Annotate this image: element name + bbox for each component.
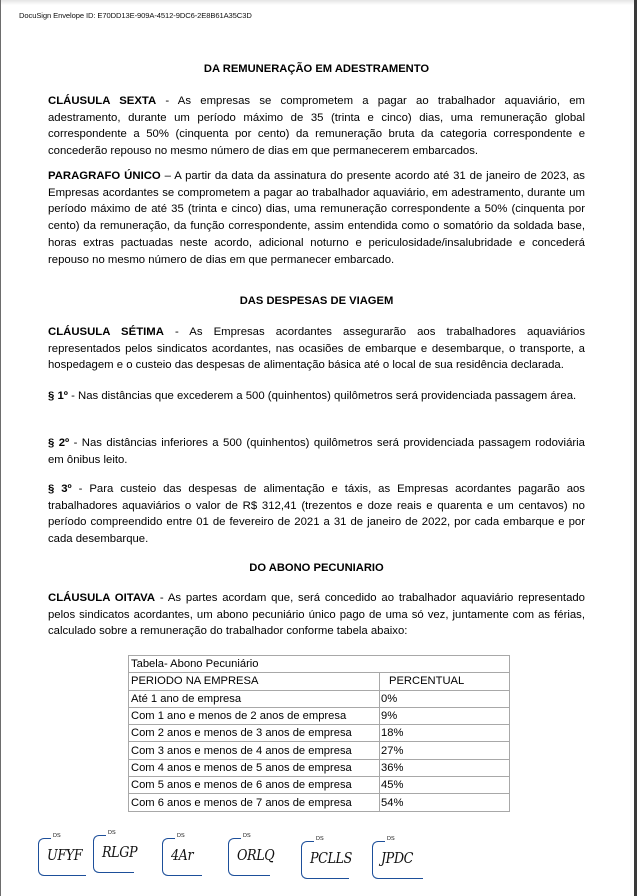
- row-periodo: Até 1 ano de empresa: [129, 690, 380, 707]
- row-percentual: 0%: [380, 690, 510, 707]
- clausula-setima: [48, 324, 585, 374]
- table-row: [129, 707, 510, 724]
- paragrafo-1-text: - Nas distâncias que excederem a 500 (quinhentos) quilômetros será providenciada passagem área.: [67, 390, 577, 402]
- heading-abono: DO ABONO PECUNIARIO: [249, 562, 384, 574]
- heading-despesas: DAS DESPESAS DE VIAGEM: [239, 295, 394, 307]
- row-percentual: 45%: [380, 777, 510, 794]
- row-percentual: 54%: [380, 794, 510, 811]
- heading-remuneracao: DA REMUNERAÇÃO EM ADESTRAMENTO: [203, 63, 430, 75]
- row-periodo: Com 3 anos e menos de 4 anos de empresa: [129, 742, 380, 759]
- table-title: Tabela- Abono Pecuniário: [129, 656, 510, 673]
- paragrafo-unico-text: – A partir da data da assinatura do presente acordo até 31 de janeiro de 2023, as Empresas acordantes se comprometem a pagar ao trabalhador aquaviário, em adestramento, durante um período máximo de até 35 (trinta e cinco) dias, uma remuneração correspondente a 50% (cinquenta por cento) da remuneração, da função correspondente, assim entendida como o somatório da soldada base, horas extras pactuadas neste acordo, adicional noturno e periculosidade/insalubridade e concederá repouso no mesmo número de dias em que permanecer embarcado.: [48, 170, 585, 266]
- initials-box[interactable]: [162, 833, 202, 876]
- initials-signature: 4Ar: [171, 846, 194, 864]
- table-header-row: [129, 673, 510, 690]
- row-percentual: 9%: [380, 707, 510, 724]
- ds-tag: DS: [177, 833, 185, 839]
- abono-table: [128, 655, 510, 812]
- ds-tag: DS: [53, 833, 61, 839]
- row-percentual: 27%: [380, 742, 510, 759]
- docusign-envelope-id: DocuSign Envelope ID: E70DD13E-909A-4512-9DC6-2E8B61A35C3D: [19, 11, 252, 20]
- header-periodo: PERIODO NA EMPRESA: [129, 673, 380, 690]
- clausula-sexta: [48, 93, 585, 160]
- table-row: [129, 777, 510, 794]
- initials-signature: JPDC: [381, 849, 413, 867]
- clausula-setima-text: - As Empresas acordantes assegurarão aos trabalhadores aquaviários representados pelos sindicatos acordantes, nas ocasiões de embarque e desembarque, o transporte, a hospedagem e o custeio das despesas de alimentação básica até o local de sua residência declarada.: [48, 326, 585, 372]
- row-percentual: 18%: [380, 725, 510, 742]
- table-row: [129, 725, 510, 742]
- row-periodo: Com 6 anos e menos de 7 anos de empresa: [129, 794, 380, 811]
- ds-tag: DS: [316, 836, 324, 842]
- row-periodo: Com 1 ano e menos de 2 anos de empresa: [129, 707, 380, 724]
- initials-signature: PCLLS: [310, 849, 352, 867]
- table-row: [129, 742, 510, 759]
- page-top-edge: [1, 0, 634, 5]
- paragrafo-2-text: - Nas distâncias inferiores a 500 (quinhentos) quilômetros será providenciada passagem rodoviária em ônibus leito.: [48, 437, 585, 466]
- ds-tag: DS: [243, 833, 251, 839]
- row-percentual: 36%: [380, 759, 510, 776]
- paragrafo-unico-label: PARAGRAFO ÚNICO: [48, 170, 161, 182]
- ds-tag: DS: [387, 836, 395, 842]
- header-percentual: PERCENTUAL: [380, 673, 510, 690]
- initials-signature: UFYF: [47, 846, 83, 864]
- initials-signature: ORLQ: [237, 846, 275, 864]
- clausula-oitava-label: CLÁUSULA OITAVA: [48, 592, 156, 604]
- clausula-setima-label: CLÁUSULA SÉTIMA: [48, 326, 164, 338]
- paragrafo-1-label: § 1º: [48, 390, 68, 402]
- initials-box[interactable]: [372, 836, 423, 879]
- clausula-sexta-text: - As empresas se comprometem a pagar ao trabalhador aquaviário, em adestramento, durante um período máximo de 35 (trinta e cinco) dias, uma remuneração global correspondente a 50% (cinquenta por cento) da remuneração bruta da categoria correspondente e concederão repouso no mesmo número de dias em que permanecerem embarcados.: [48, 95, 586, 158]
- row-periodo: Com 2 anos e menos de 3 anos de empresa: [129, 725, 380, 742]
- initials-signature: RLGP: [102, 843, 138, 861]
- row-periodo: Com 4 anos e menos de 5 anos de empresa: [129, 759, 380, 776]
- initials-box[interactable]: [93, 830, 138, 873]
- paragrafo-2-label: § 2º: [48, 437, 70, 449]
- paragrafo-1: [48, 388, 585, 405]
- clausula-oitava-text: - As partes acordam que, será concedido ao trabalhador aquaviário representado pelos sindicatos acordantes, um abono pecuniário único pago de uma só vez, juntamente com as férias, calculado sobre a remuneração do trabalhador conforme tabela abaixo:: [48, 592, 585, 638]
- paragrafo-3-text: - Para custeio das despesas de alimentação e táxis, as Empresas acordantes pagarão aos trabalhadores aquaviários o valor de R$ 312,41 (trezentos e doze reais e quarenta e um centavos) no período compreendido entre 01 de fevereiro de 2021 a 31 de janeiro de 2022, por cada embarque e por cada desembarque.: [48, 483, 585, 546]
- table-row: [129, 690, 510, 707]
- table-title-row: [129, 656, 510, 673]
- clausula-sexta-label: CLÁUSULA SEXTA: [48, 95, 157, 107]
- table-row: [129, 759, 510, 776]
- initials-box[interactable]: [228, 833, 275, 876]
- paragrafo-3-label: § 3º: [48, 483, 72, 495]
- table-row: [129, 794, 510, 811]
- paragrafo-2: [48, 435, 585, 468]
- clausula-oitava: [48, 590, 585, 640]
- initials-box[interactable]: [38, 833, 86, 876]
- ds-tag: DS: [108, 830, 116, 836]
- paragrafo-3: [48, 481, 585, 548]
- initials-box[interactable]: [301, 836, 352, 879]
- row-periodo: Com 5 anos e menos de 6 anos de empresa: [129, 777, 380, 794]
- paragrafo-unico: [48, 168, 585, 268]
